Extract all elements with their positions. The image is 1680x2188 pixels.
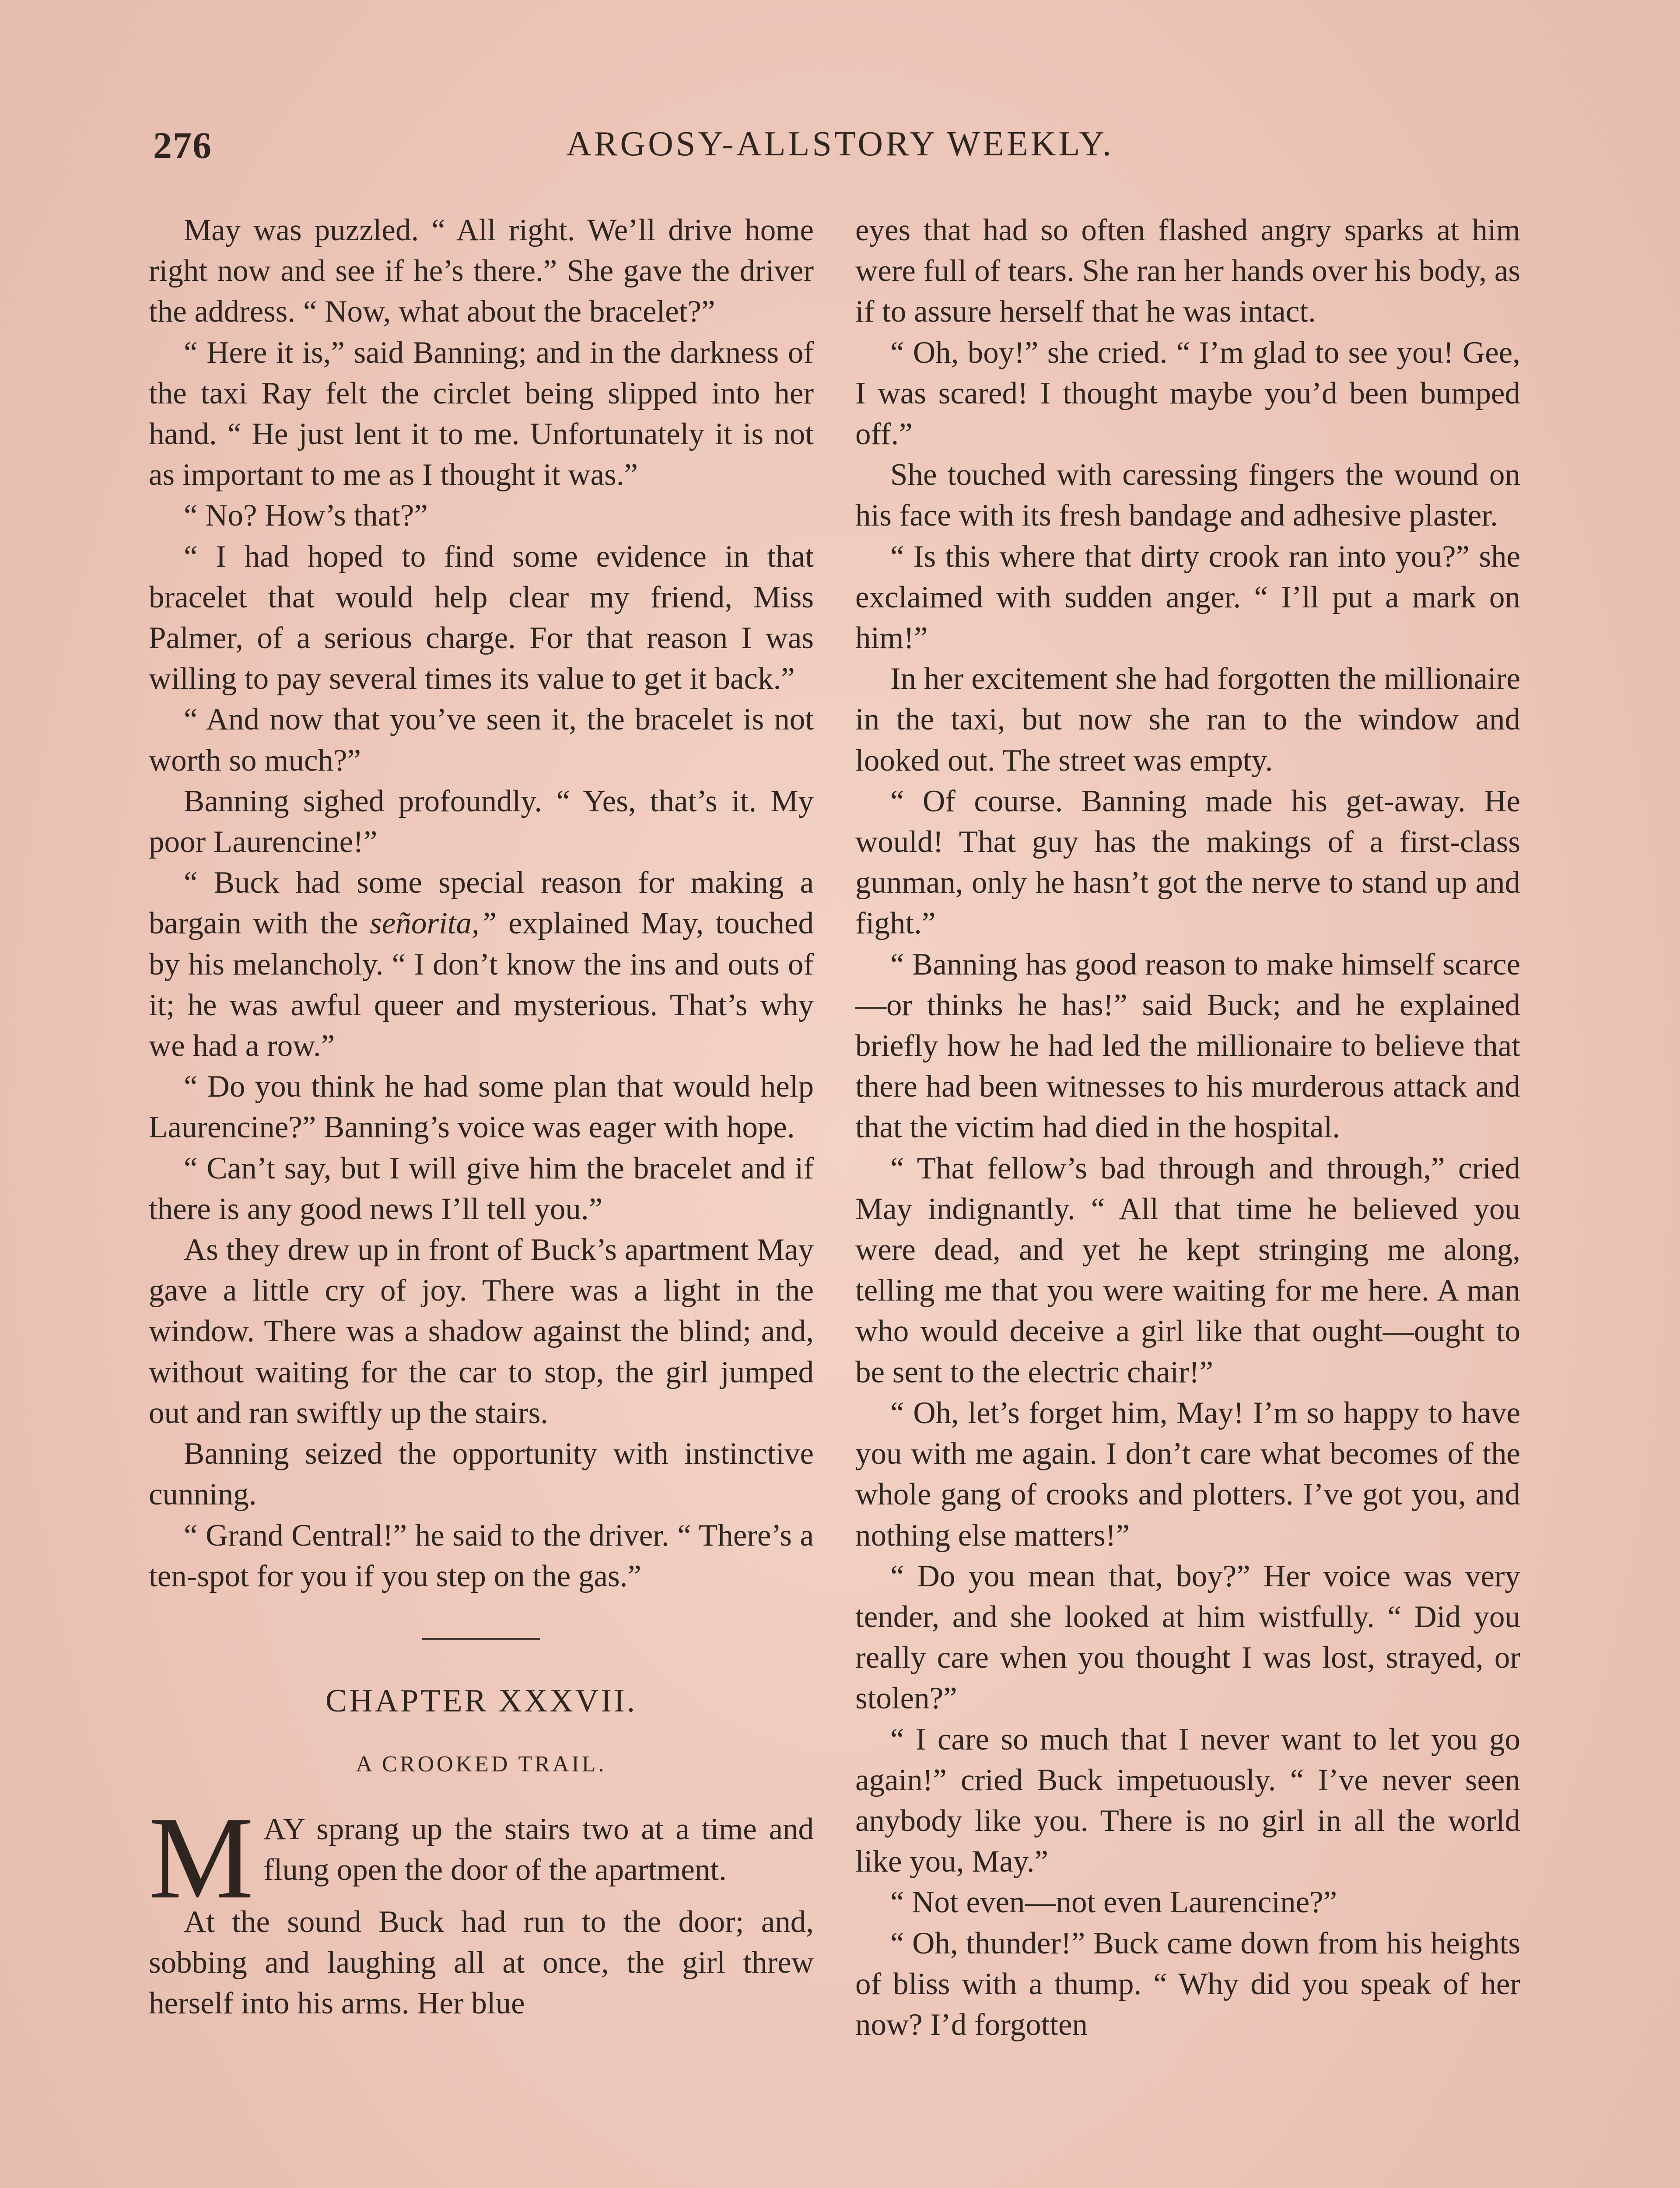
paragraph: At the sound Buck had run to the door; and, sobbing and laughing all at once, the girl threw herself into his arms. Her blue: [149, 1904, 814, 2021]
paragraph: In her excitement she had forgotten the millionaire in the taxi, but now she ran to the window and looked out. The street was empty.: [855, 662, 1520, 778]
paragraph: “ Do you think he had some plan that would help Laurencine?” Banning’s voice was eager with hope.: [149, 1069, 814, 1145]
paragraph: “ Can’t say, but I will give him the bracelet and if there is any good news I’ll tell you.”: [149, 1151, 814, 1226]
chapter-opening-paragraph: [149, 1792, 814, 1923]
section-divider: [422, 1638, 540, 1640]
paragraph: Banning seized the opportunity with instinctive cunning.: [149, 1437, 814, 1512]
paragraph: eyes that had so often flashed angry sparks at him were full of tears. She ran her hands over his body, as if to assure herself that he was intact.: [855, 213, 1520, 329]
page-number: 276: [153, 124, 212, 166]
paragraph: Banning sighed profoundly. “ Yes, that’s it. My poor Laurencine!”: [149, 784, 814, 859]
paragraph: “ Oh, thunder!” Buck came down from his heights of bliss with a thump. “ Why did you speak of her now? I’d forgotten: [855, 1926, 1520, 2042]
paragraph: “ No? How’s that?”: [184, 498, 428, 533]
paragraph: “ Oh, boy!” she cried. “ I’m glad to see you! Gee, I was scared! I thought maybe you’d been bumped off.”: [855, 335, 1520, 452]
paragraph: May was puzzled. “ All right. We’ll drive home right now and see if he’s there.” She gave the driver the address. “ Now, what about the bracelet?”: [149, 213, 814, 329]
paragraph: “ I care so much that I never want to let you go again!” cried Buck impetuously. “ I’ve never seen anybody like you. There is no girl in all the world like you, May.”: [855, 1722, 1520, 1879]
paragraph: “ Here it is,” said Banning; and in the darkness of the taxi Ray felt the circlet being slipped into her hand. “ He just lent it to me. Unfortunately it is not as important to me as I thought it was.”: [149, 335, 814, 492]
paragraph: “ Oh, let’s forget him, May! I’m so happy to have you with me again. I don’t care what becomes of the whole gang of crooks and plotters. I’ve got you, and nothing else matters!”: [855, 1396, 1520, 1553]
chapter-title: CHAPTER XXXVII.: [325, 1683, 637, 1719]
opening-text: AY sprang up the stairs two at a time and flung open the door of the apartment.: [263, 1812, 814, 1887]
right-column: [855, 210, 1520, 2045]
chapter-subtitle: A CROOKED TRAIL.: [356, 1751, 607, 1777]
paragraph: “ Grand Central!” he said to the driver. “ There’s a ten-spot for you if you step on the gas.”: [149, 1518, 814, 1593]
paragraph: “ And now that you’ve seen it, the bracelet is not worth so much?”: [149, 702, 814, 778]
drop-cap: M: [149, 1792, 254, 1923]
running-head: ARGOSY-ALLSTORY WEEKLY.: [566, 125, 1114, 163]
paragraph: “ Of course. Banning made his get-away. He would! That guy has the makings of a first-class gunman, only he hasn’t got the nerve to stand up and fight.”: [855, 784, 1520, 941]
paragraph: “ Is this where that dirty crook ran into you?” she exclaimed with sudden anger. “ I’ll put a mark on him!”: [855, 539, 1520, 656]
paragraph: “ Buck had some special reason for making a bargain with the señorita,” explained May, touched by his melancholy. “ I don’t know the ins and outs of it; he was awful queer and mysterious. That’s why we had a row.”: [149, 866, 814, 1063]
italic-word: señorita,”: [370, 906, 497, 941]
paragraph: “ Not even—not even Laurencine?”: [890, 1885, 1337, 1920]
paragraph: “ I had hoped to find some evidence in that bracelet that would help clear my friend, Miss Palmer, of a serious charge. For that reason I was willing to pay several times its value to get it back.”: [149, 539, 814, 696]
left-column: [149, 210, 814, 2024]
paragraph: “ Banning has good reason to make himself scarce—or thinks he has!” said Buck; and he explained briefly how he had led the millionaire to believe that there had been witnesses to his murderous attack and that the victim had died in the hospital.: [855, 947, 1520, 1145]
paragraph: “ Do you mean that, boy?” Her voice was very tender, and she looked at him wistfully. “ Did you really care when you thought I was lost, strayed, or stolen?”: [855, 1559, 1520, 1716]
paragraph: “ That fellow’s bad through and through,” cried May indignantly. “ All that time he believed you were dead, and yet he kept stringing me along, telling me that you were waiting for me here. A man who would deceive a girl like that ought—ought to be sent to the electric chair!”: [855, 1151, 1520, 1389]
page-header: [153, 123, 1527, 180]
paragraph: She touched with caressing fingers the wound on his face with its fresh bandage and adhesive plaster.: [855, 458, 1520, 533]
paragraph: As they drew up in front of Buck’s apartment May gave a little cry of joy. There was a light in the window. There was a shadow against the blind; and, without waiting for the car to stop, the girl jumped out and ran swiftly up the stairs.: [149, 1233, 814, 1430]
